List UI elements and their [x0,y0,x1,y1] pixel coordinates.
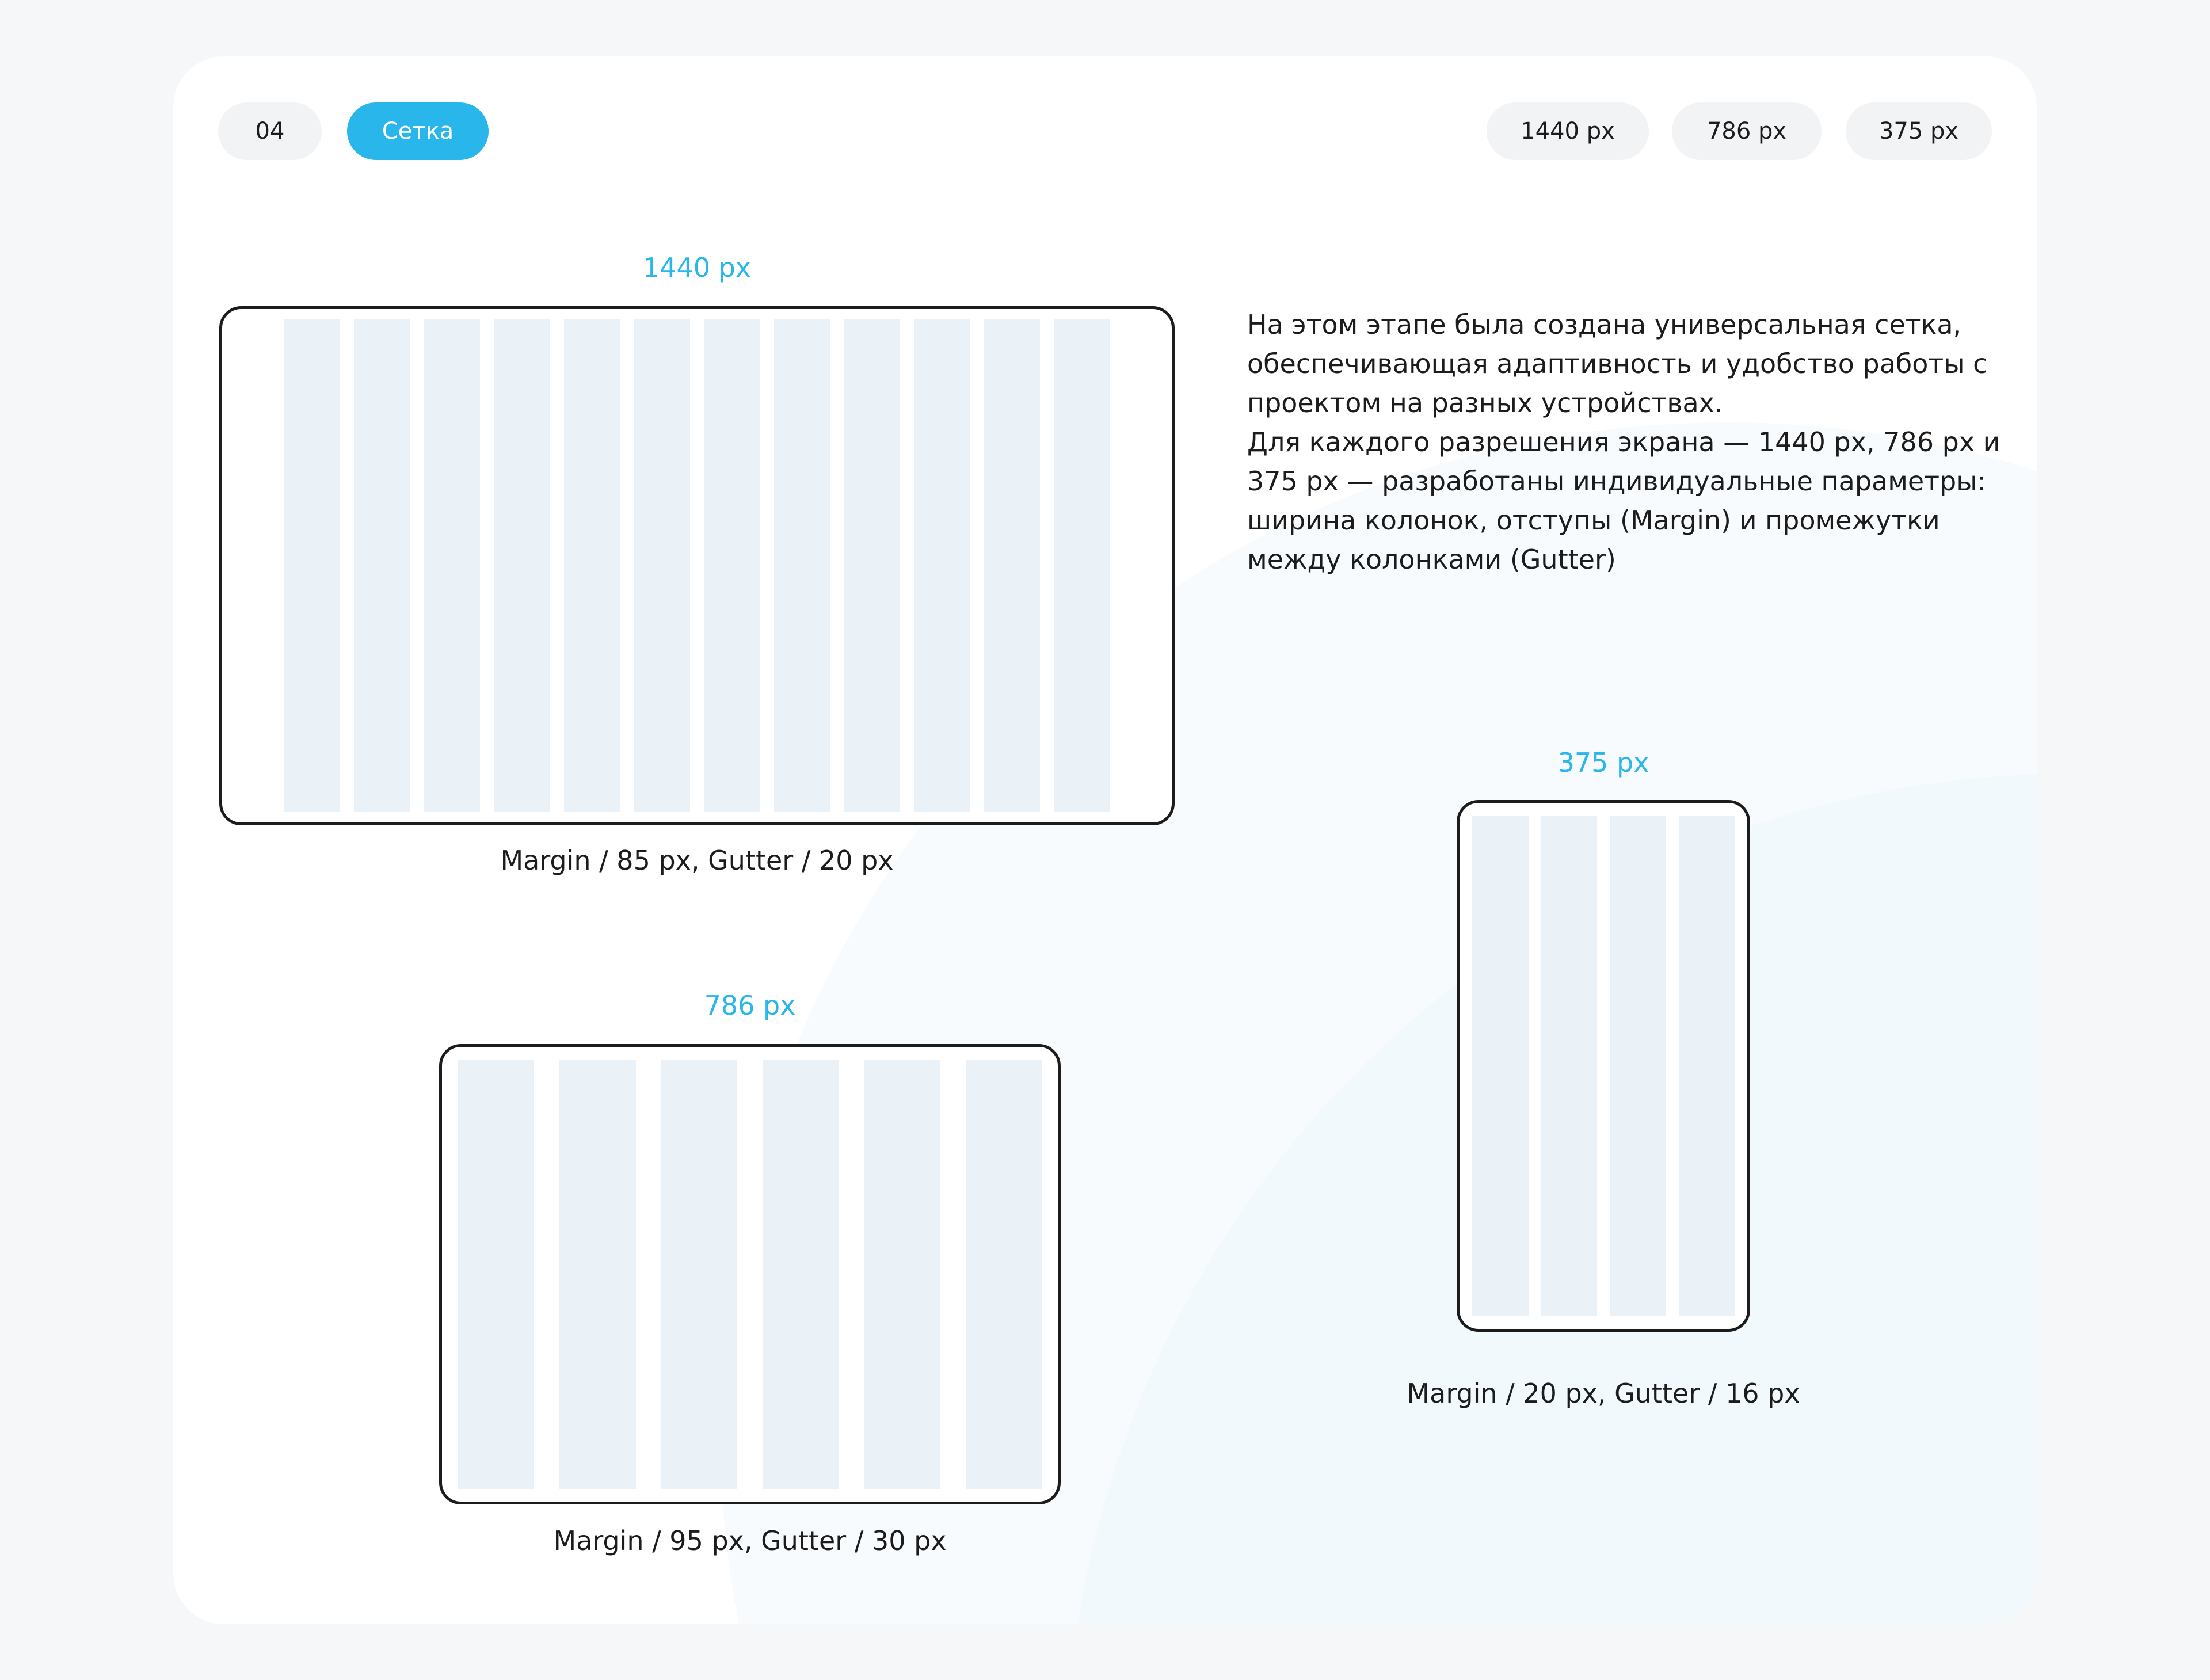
tab-grid-label: Сетка [382,118,454,144]
grid-column [704,319,760,812]
desktop-grid-caption: Margin / 85 px, Gutter / 20 px [500,845,894,876]
grid-column [458,1060,534,1489]
grid-column [354,319,410,812]
grid-column [844,319,900,812]
grid-column [1472,816,1529,1316]
breakpoint-1440-button[interactable] [1487,102,1649,160]
grid-column [284,319,340,812]
grid-column [424,319,480,812]
tab-grid[interactable] [347,102,489,160]
tablet-grid-frame [439,1044,1061,1504]
grid-column [559,1060,635,1489]
tablet-grid-caption: Margin / 95 px, Gutter / 30 px [553,1525,947,1556]
grid-column [914,319,970,812]
grid-description [1247,305,2013,579]
description-paragraph: На этом этапе была создана универсальная сетка, обеспечивающая адаптивность и удобство работы с проектом на разных устройствах. [1247,309,1988,418]
mobile-grid-title: 375 px [1557,747,1649,778]
mobile-grid-caption: Margin / 20 px, Gutter / 16 px [1407,1378,1800,1409]
grid-column [966,1060,1042,1489]
grid-column [1679,816,1735,1316]
grid-column [661,1060,737,1489]
breakpoint-label: 375 px [1879,118,1959,144]
desktop-grid-title: 1440 px [642,252,752,283]
grid-column [1054,319,1110,812]
grid-column [634,319,690,812]
grid-column [864,1060,940,1489]
content-card [173,56,2037,1624]
grid-column [774,319,830,812]
breakpoint-786-button[interactable] [1672,102,1822,160]
grid-column [1610,816,1666,1316]
step-number-label: 04 [255,118,285,144]
grid-column [984,319,1041,812]
grid-column [1541,816,1598,1316]
step-number-badge [218,102,322,160]
grid-column [763,1060,839,1489]
breakpoint-375-button[interactable] [1846,102,1992,160]
description-paragraph: Для каждого разрешения экрана — 1440 px, 786 px и 375 px — разработаны индивидуальные параметры: ширина колонок, отступы (Margin) и промежутки между колонками (Gutter) [1247,426,2001,575]
breakpoint-label: 1440 px [1521,118,1615,144]
desktop-grid-frame [219,306,1175,825]
tablet-grid-title: 786 px [704,990,796,1021]
breakpoint-label: 786 px [1706,118,1787,144]
mobile-grid-frame [1457,800,1750,1332]
grid-column [494,319,550,812]
grid-column [564,319,620,812]
